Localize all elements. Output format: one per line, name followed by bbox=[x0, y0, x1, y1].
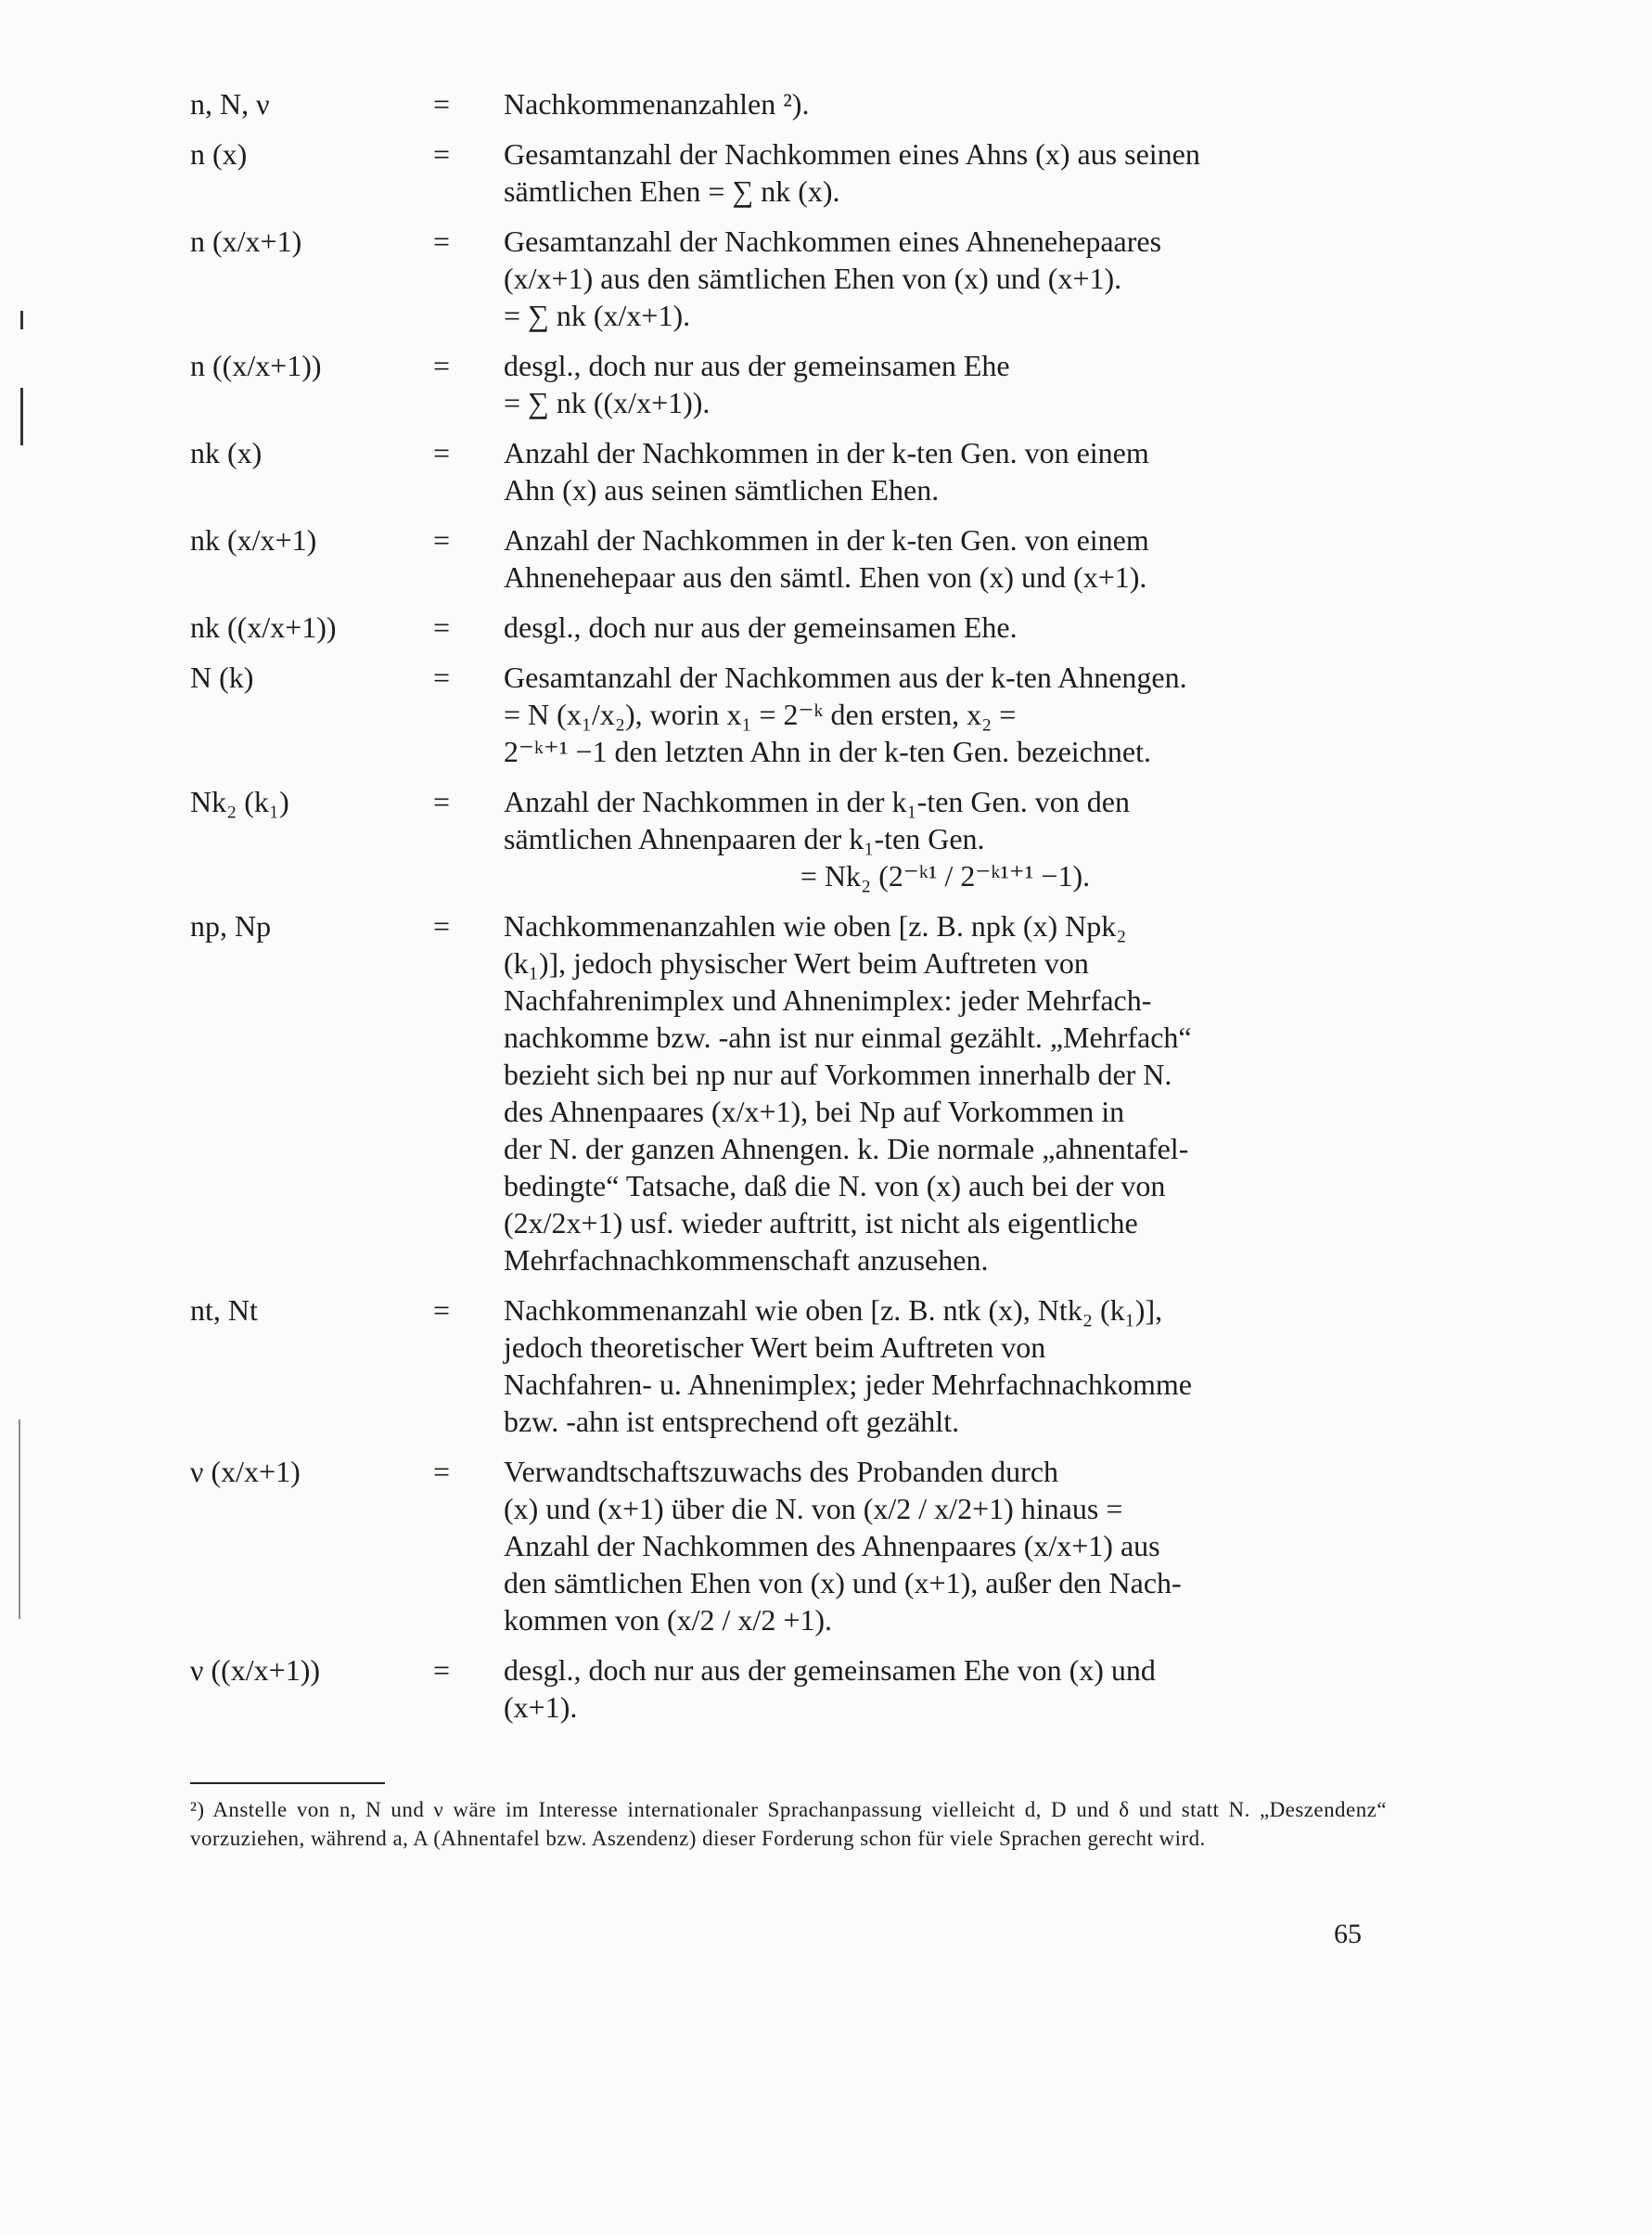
definition-line: Gesamtanzahl der Nachkommen aus der k-ten Ahnengen. bbox=[504, 661, 1187, 694]
definitions-list bbox=[190, 85, 1387, 1739]
definition-line: Gesamtanzahl der Nachkommen eines Ahnenehepaares bbox=[504, 225, 1162, 258]
definition-line: desgl., doch nur aus der gemeinsamen Ehe von (x) und bbox=[504, 1653, 1156, 1687]
definition-text bbox=[504, 1291, 1387, 1440]
definition-row bbox=[190, 434, 1387, 508]
definition-row bbox=[190, 659, 1387, 770]
definition-row bbox=[190, 347, 1387, 421]
definition-line: Mehrfachnachkommenschaft anzusehen. bbox=[504, 1243, 989, 1277]
definition-line: jedoch theoretischer Wert beim Auftreten von bbox=[504, 1330, 1046, 1364]
definition-line: Ahn (x) aus seinen sämtlichen Ehen. bbox=[504, 473, 940, 507]
definition-row bbox=[190, 907, 1387, 1278]
definition-line: nachkomme bzw. -ahn ist nur einmal gezählt. „Mehrfach“ bbox=[504, 1021, 1192, 1054]
definition-term: nk ((x/x+1)) bbox=[190, 610, 337, 644]
scan-margin-mark bbox=[20, 311, 23, 329]
definition-term: n, N, ν bbox=[190, 87, 270, 121]
definition-text bbox=[504, 609, 1387, 646]
definition-row bbox=[190, 1291, 1387, 1440]
definition-row bbox=[190, 223, 1387, 334]
definition-line: Anzahl der Nachkommen in der k₁-ten Gen. von den bbox=[504, 785, 1130, 818]
equals-sign: = bbox=[433, 87, 451, 121]
definition-term: np, Np bbox=[190, 909, 272, 943]
definition-line: der N. der ganzen Ahnengen. k. Die normale „ahnentafel- bbox=[504, 1132, 1189, 1165]
definition-line: sämtlichen Ahnenpaaren der k₁-ten Gen. bbox=[504, 822, 985, 855]
definition-line: Anzahl der Nachkommen in der k-ten Gen. von einem bbox=[504, 523, 1149, 557]
definition-line: desgl., doch nur aus der gemeinsamen Ehe bbox=[504, 349, 1010, 382]
definition-term: Nk₂ (k₁) bbox=[190, 785, 289, 818]
definition-term: ν ((x/x+1)) bbox=[190, 1653, 321, 1687]
definition-line: Nachkommenanzahl wie oben [z. B. ntk (x), Ntk₂ (k₁)], bbox=[504, 1293, 1163, 1327]
definition-line: bezieht sich bei np nur auf Vorkommen innerhalb der N. bbox=[504, 1058, 1172, 1091]
definition-text bbox=[504, 783, 1387, 894]
definition-line: (x/x+1) aus den sämtlichen Ehen von (x) und (x+1). bbox=[504, 262, 1122, 295]
definition-text bbox=[504, 1453, 1387, 1638]
definition-term: nt, Nt bbox=[190, 1293, 258, 1327]
definition-line: Ahnenehepaar aus den sämtl. Ehen von (x) und (x+1). bbox=[504, 560, 1147, 594]
equals-sign: = bbox=[433, 225, 451, 258]
definition-line: Gesamtanzahl der Nachkommen eines Ahns (x) aus seinen bbox=[504, 137, 1200, 171]
definition-line: (x+1). bbox=[504, 1690, 578, 1724]
definition-term: n ((x/x+1)) bbox=[190, 349, 322, 382]
equals-sign: = bbox=[433, 1293, 451, 1327]
footnote: ²) Anstelle von n, N und ν wäre im Interesse internationaler Sprachanpassung vielleicht d, D und δ und statt N. „Deszendenz“ vorzuziehen, während a, A (Ahnentafel bzw. Aszendenz) dieser Forderung schon für viele Sprachen gerecht wird. bbox=[190, 1798, 1387, 1850]
equals-sign: = bbox=[433, 523, 451, 557]
definition-text bbox=[504, 907, 1387, 1278]
definition-row bbox=[190, 85, 1387, 122]
definition-row bbox=[190, 1453, 1387, 1638]
definition-row bbox=[190, 1651, 1387, 1726]
definition-line: des Ahnenpaares (x/x+1), bei Np auf Vorkommen in bbox=[504, 1095, 1125, 1128]
definition-line: sämtlichen Ehen = ∑ nk (x). bbox=[504, 174, 840, 208]
definition-line: 2⁻ᵏ⁺¹ −1 den letzten Ahn in der k-ten Gen. bezeichnet. bbox=[504, 735, 1151, 768]
definition-text bbox=[504, 434, 1387, 508]
definition-text bbox=[504, 223, 1387, 334]
definition-line: Nachkommenanzahlen wie oben [z. B. npk (x) Npk₂ bbox=[504, 909, 1127, 943]
definition-text bbox=[504, 85, 1387, 122]
definition-text bbox=[504, 659, 1387, 770]
definition-line: = N (x₁/x₂), worin x₁ = 2⁻ᵏ den ersten, x₂ = bbox=[504, 698, 1017, 731]
definition-line: Anzahl der Nachkommen des Ahnenpaares (x/x+1) aus bbox=[504, 1529, 1160, 1562]
definition-line: bzw. -ahn ist entsprechend oft gezählt. bbox=[504, 1405, 960, 1438]
definition-row bbox=[190, 609, 1387, 646]
definition-line: Verwandtschaftszuwachs des Probanden durch bbox=[504, 1455, 1059, 1488]
definition-text bbox=[504, 347, 1387, 421]
definition-row bbox=[190, 135, 1387, 210]
definition-line: Nachkommenanzahlen ²). bbox=[504, 87, 810, 121]
equals-sign: = bbox=[433, 1653, 451, 1687]
equals-sign: = bbox=[433, 610, 451, 644]
page-number: 65 bbox=[1334, 1919, 1362, 1949]
definition-text bbox=[504, 1651, 1387, 1726]
definition-term: N (k) bbox=[190, 661, 254, 694]
equals-sign: = bbox=[433, 785, 451, 818]
definition-line: = Nk₂ (2⁻ᵏ¹ / 2⁻ᵏ¹⁺¹ −1). bbox=[800, 859, 1091, 893]
definition-term: nk (x) bbox=[190, 436, 263, 469]
definition-term: ν (x/x+1) bbox=[190, 1455, 301, 1488]
definition-line: Nachfahrenimplex und Ahnenimplex: jeder Mehrfach- bbox=[504, 983, 1152, 1017]
definition-term: n (x) bbox=[190, 137, 248, 171]
definition-line: (2x/2x+1) usf. wieder auftritt, ist nicht als eigentliche bbox=[504, 1206, 1138, 1240]
definition-line: = ∑ nk (x/x+1). bbox=[504, 299, 691, 332]
definition-term: n (x/x+1) bbox=[190, 225, 302, 258]
definition-line: den sämtlichen Ehen von (x) und (x+1), außer den Nach- bbox=[504, 1566, 1182, 1599]
footnote-divider bbox=[190, 1782, 385, 1784]
equals-sign: = bbox=[433, 137, 451, 171]
equals-sign: = bbox=[433, 436, 451, 469]
definition-line: kommen von (x/2 / x/2 +1). bbox=[504, 1603, 833, 1637]
definition-line: (x) und (x+1) über die N. von (x/2 / x/2+1) hinaus = bbox=[504, 1492, 1123, 1525]
definition-term: nk (x/x+1) bbox=[190, 523, 317, 557]
equals-sign: = bbox=[433, 1455, 451, 1488]
definition-line: desgl., doch nur aus der gemeinsamen Ehe. bbox=[504, 610, 1018, 644]
definition-text bbox=[504, 521, 1387, 596]
definition-line: Nachfahren- u. Ahnenimplex; jeder Mehrfachnachkomme bbox=[504, 1368, 1192, 1401]
scan-margin-mark bbox=[20, 388, 23, 445]
definition-line: bedingte“ Tatsache, daß die N. von (x) auch bei der von bbox=[504, 1169, 1166, 1202]
scan-margin-mark bbox=[19, 1419, 20, 1619]
equals-sign: = bbox=[433, 349, 451, 382]
definition-row bbox=[190, 783, 1387, 894]
definition-line: = ∑ nk ((x/x+1)). bbox=[504, 386, 711, 419]
equals-sign: = bbox=[433, 909, 451, 943]
definition-line: Anzahl der Nachkommen in der k-ten Gen. von einem bbox=[504, 436, 1149, 469]
definition-line: (k₁)], jedoch physischer Wert beim Auftreten von bbox=[504, 946, 1089, 980]
equals-sign: = bbox=[433, 661, 451, 694]
definition-text bbox=[504, 135, 1387, 210]
definition-row bbox=[190, 521, 1387, 596]
